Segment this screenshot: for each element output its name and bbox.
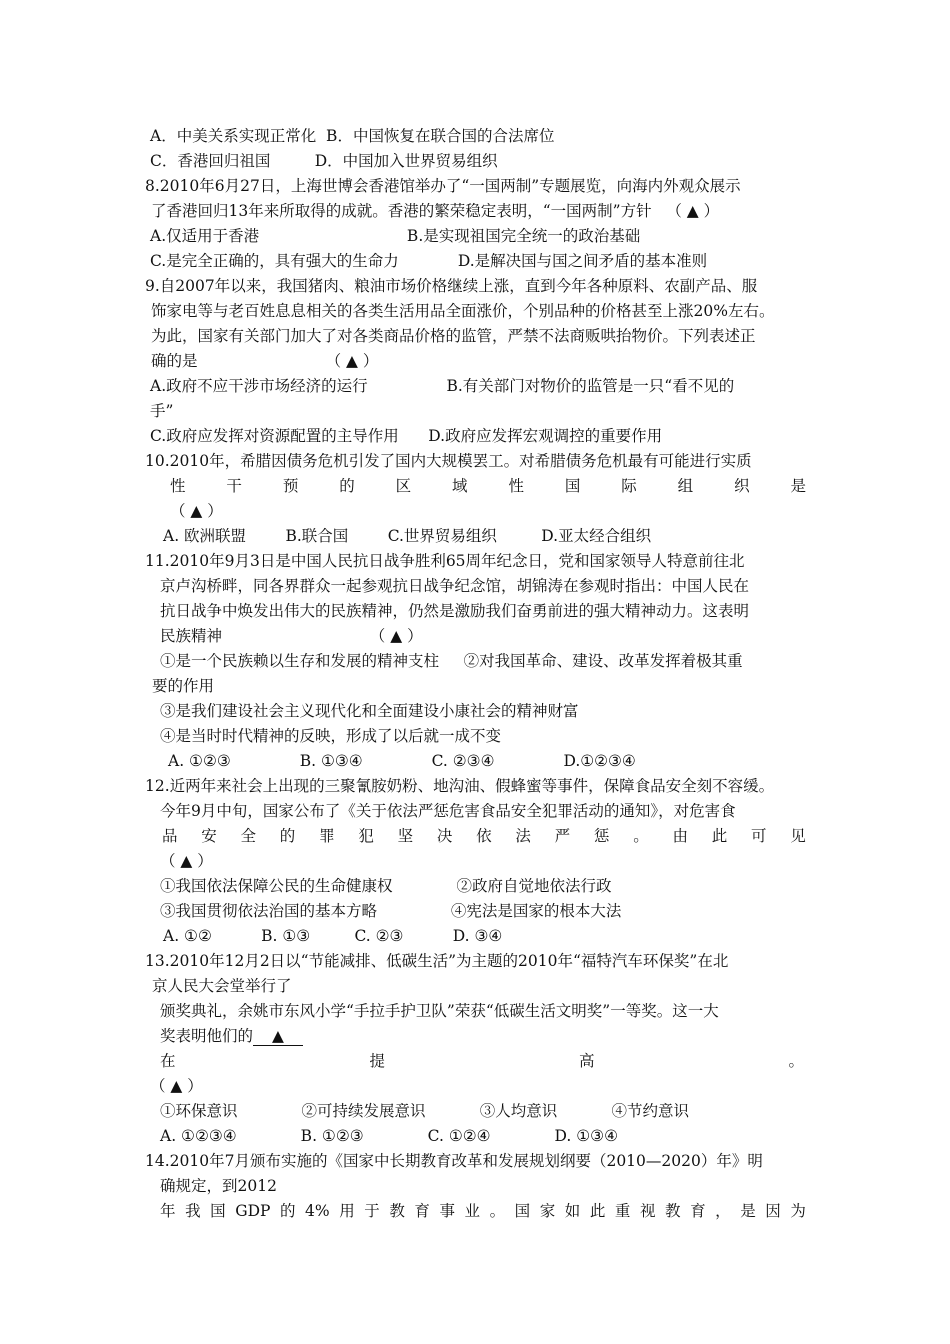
spread-char: 可 <box>750 827 767 845</box>
q9-options-line1: A.政府不应干涉市场经济的运行 B.有关部门对物价的监管是一只“看不见的 <box>150 377 735 395</box>
spread-char: GDP <box>235 1202 271 1220</box>
spread-char: 严 <box>554 827 571 845</box>
spread-char: 坚 <box>397 827 414 845</box>
q10-options: A. 欧洲联盟 B.联合国 C.世界贸易组织 D.亚太经合组织 <box>163 527 652 545</box>
q8-options-line1: A.仅适用于香港 B.是实现祖国完全统一的政治基础 <box>150 227 641 245</box>
q11-options: A. ①②③ B. ①③④ C. ②③④ D.①②③④ <box>168 752 636 770</box>
spread-char: 国 <box>210 1202 226 1220</box>
spread-char: 域 <box>452 477 468 495</box>
q13-statements: ①环保意识 ②可持续发展意识 ③人均意识 ④节约意识 <box>160 1102 689 1120</box>
spread-char: 为 <box>790 1202 806 1220</box>
spread-char: 见 <box>790 827 806 845</box>
spread-char: 国 <box>514 1202 531 1220</box>
spread-char: 业 <box>464 1202 481 1220</box>
spread-char: 教 <box>665 1202 681 1220</box>
q12-stem-line2: 今年9月中旬，国家公布了《关于依法严惩危害食品安全犯罪活动的通知》，对危害食 <box>160 802 736 820</box>
spread-char: 视 <box>639 1202 656 1220</box>
q8-options-line2: C.是完全正确的，具有强大的生命力 D.是解决国与国之间矛盾的基本准则 <box>150 252 708 270</box>
q13-answer-blank: ▲ <box>253 1028 303 1046</box>
spread-char: 的 <box>279 1202 296 1220</box>
q12-stem-line1: 12.近两年来社会上出现的三聚氰胺奶粉、地沟油、假蜂蜜等事件，保障食品安全刻不容缓。 <box>145 777 775 795</box>
q9-stem-line2: 饰家电等与老百姓息息相关的各类生活用品全面涨价，个别品种的价格甚至上涨20%左右。 <box>151 302 775 320</box>
spread-char: 决 <box>436 827 453 845</box>
spread-char: 干 <box>226 477 242 495</box>
spread-char: 因 <box>765 1202 781 1220</box>
spread-char: 4% <box>305 1202 330 1220</box>
q11-stem-line2: 京卢沟桥畔，同各界群众一起参观抗日战争纪念馆，胡锦涛在参观时指出：中国人民在 <box>160 577 750 595</box>
spread-char: 际 <box>621 477 637 495</box>
spread-char: 用 <box>339 1202 355 1220</box>
spread-char: 重 <box>614 1202 631 1220</box>
q10-answer-paren: （ ▲ ） <box>170 502 223 520</box>
spread-char: 由 <box>672 827 688 845</box>
spread-char: 家 <box>539 1202 556 1220</box>
spread-char: 提 <box>369 1052 385 1070</box>
spread-char: 事 <box>439 1202 455 1220</box>
q7-options-line2: C．香港回归祖国 D．中国加入世界贸易组织 <box>150 152 498 170</box>
q10-stem-line2 <box>170 476 806 496</box>
q9-options-line2: 手” <box>150 402 174 420</box>
spread-char: 性 <box>508 477 524 495</box>
spread-char: 性 <box>170 477 186 495</box>
spread-char: 安 <box>201 827 217 845</box>
spread-char: 是 <box>790 477 806 495</box>
spread-char: 我 <box>185 1202 201 1220</box>
spread-char: 于 <box>364 1202 380 1220</box>
q11-stem-line4: 民族精神 （ ▲ ） <box>160 627 423 645</box>
q11-statement-4: ④是当时时代精神的反映，形成了以后就一成不变 <box>160 727 502 745</box>
q9-stem-line4: 确的是 （ ▲ ） <box>151 352 379 370</box>
q11-stem-line1: 11.2010年9月3日是中国人民抗日战争胜利65周年纪念日，党和国家领导人特意前往北 <box>145 552 745 570</box>
spread-char: 织 <box>734 477 750 495</box>
spread-char: 育 <box>414 1202 430 1220</box>
q14-stem-line1: 14.2010年7月颁布实施的《国家中长期教育改革和发展规划纲要（2010—2020）年》明 <box>145 1152 763 1170</box>
q13-stem-line2: 京人民大会堂举行了 <box>152 977 292 995</box>
q11-stem-line3: 抗日战争中焕发出伟大的民族精神，仍然是激励我们奋勇前进的强大精神动力。这表明 <box>160 602 750 620</box>
q8-stem-line1: 8.2010年6月27日，上海世博会香港馆举办了“一国两制”专题展览，向海内外观众展示 <box>145 177 741 195</box>
q14-stem-line3 <box>160 1201 806 1221</box>
spread-char: 的 <box>339 477 355 495</box>
spread-char: 区 <box>395 477 412 495</box>
spread-char: ， <box>715 1202 731 1220</box>
q8-stem-line2: 了香港回归13年来所取得的成就。香港的繁荣稳定表明，“一国两制”方针 （ ▲ ） <box>151 202 720 220</box>
spread-char: 罪 <box>319 827 335 845</box>
spread-char: 的 <box>279 827 296 845</box>
q9-stem-line3: 为此，国家有关部门加大了对各类商品价格的监管，严禁不法商贩哄抬物价。下列表述正 <box>151 327 756 345</box>
q11-statement-2-cont: 要的作用 <box>152 677 215 695</box>
spread-char: 育 <box>690 1202 706 1220</box>
q11-statement-3: ③是我们建设社会主义现代化和全面建设小康社会的精神财富 <box>160 702 579 720</box>
spread-char: 。 <box>633 827 649 845</box>
q11-statement-1-2: ①是一个民族赖以生存和发展的精神支柱 ②对我国革命、建设、改革发挥着极其重 <box>160 652 743 670</box>
spread-char: 预 <box>282 477 299 495</box>
spread-char: 惩 <box>593 827 610 845</box>
spread-char: 如 <box>564 1202 581 1220</box>
q12-stem-line3 <box>162 826 806 846</box>
q13-options: A. ①②③④ B. ①②③ C. ①②④ D. ①③④ <box>160 1127 618 1145</box>
spread-char: 年 <box>160 1202 176 1220</box>
q13-stem-line1: 13.2010年12月2日以“节能减排、低碳生活”为主题的2010年“福特汽车环保奖”在北 <box>145 952 729 970</box>
q7-options-line1: A．中美关系实现正常化 B．中国恢复在联合国的合法席位 <box>150 127 555 145</box>
q12-statements-3-4: ③我国贯彻依法治国的基本方略 ④宪法是国家的根本大法 <box>160 902 622 920</box>
q9-stem-line1: 9.自2007年以来，我国猪肉、粮油市场价格继续上涨，直到今年各种原料、农副产品、服 <box>145 277 758 295</box>
q12-answer-paren: （ ▲ ） <box>160 852 213 870</box>
spread-char: 依 <box>476 827 492 845</box>
spread-char: 教 <box>389 1202 405 1220</box>
spread-char: 。 <box>788 1052 804 1070</box>
spread-char: 全 <box>240 827 257 845</box>
spread-char: 国 <box>564 477 581 495</box>
spread-char: 高 <box>578 1052 595 1070</box>
spread-char: 组 <box>677 477 694 495</box>
q14-stem-line2: 确规定，到2012 <box>160 1177 277 1195</box>
q13-stem-line5 <box>160 1051 804 1071</box>
spread-char: 是 <box>740 1202 756 1220</box>
q10-stem-line1: 10.2010年，希腊因债务危机引发了国内大规模罢工。对希腊债务危机最有可能进行实质 <box>145 452 752 470</box>
q13-answer-paren: （ ▲ ） <box>150 1077 203 1095</box>
q12-statements-1-2: ①我国依法保障公民的生命健康权 ②政府自觉地依法行政 <box>160 877 612 895</box>
spread-char: 品 <box>162 827 178 845</box>
spread-char: 法 <box>515 827 531 845</box>
q13-stem-line3: 颁奖典礼，余姚市东风小学“手拉手护卫队”荣获“低碳生活文明奖”一等奖。这一大 <box>160 1002 719 1020</box>
spread-char: 此 <box>711 827 728 845</box>
spread-char: 此 <box>589 1202 606 1220</box>
q12-options: A. ①② B. ①③ C. ②③ D. ③④ <box>163 927 503 945</box>
spread-char: 在 <box>160 1052 176 1070</box>
q9-options-line3: C.政府应发挥对资源配置的主导作用 D.政府应发挥宏观调控的重要作用 <box>150 427 663 445</box>
q13-stem-text: 奖表明他们的 <box>160 1027 254 1045</box>
spread-char: 犯 <box>358 827 374 845</box>
spread-char: 。 <box>489 1202 506 1220</box>
q13-stem-line4 <box>160 1026 303 1046</box>
